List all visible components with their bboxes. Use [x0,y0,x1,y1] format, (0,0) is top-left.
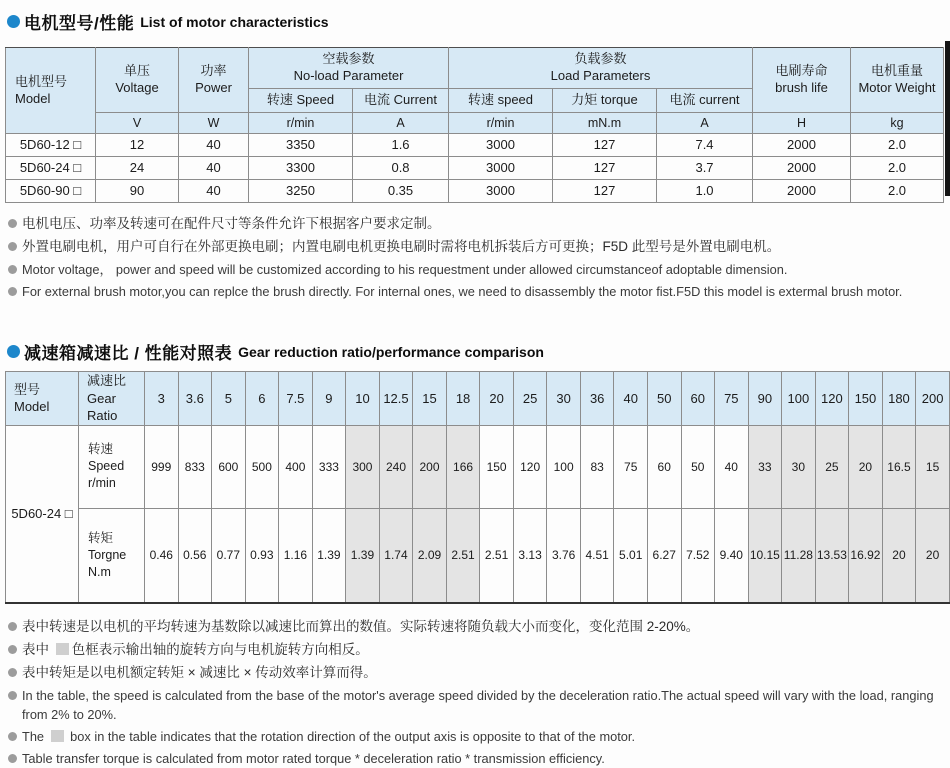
gear-ratio-table [5,371,950,604]
speed-cell: 40 [715,425,749,508]
header-voltage: 单压 Voltage [96,48,179,113]
section1-title-zh: 电机型号/性能 [24,14,135,33]
speed-cell: 150 [480,425,514,508]
speed-cell: 75 [614,425,648,508]
ratio-header-cell: 75 [715,372,749,426]
speed-cell: 100 [547,425,581,508]
speed-cell: 600 [212,425,246,508]
note-text: The box in the table indicates that the rotation direction of the output axis is opposite to that of the motor. [22,728,636,744]
gear-ratio-title [7,339,950,364]
torque-cell: 10.15 [748,508,782,603]
ratio-header-cell: 200 [916,372,950,426]
note-bullet-icon [8,732,17,741]
speed-cell: 400 [279,425,313,508]
note-item [8,260,950,279]
value-cell: 3250 [249,180,353,203]
speed-cell: 20 [849,425,883,508]
torque-cell: 0.46 [145,508,179,603]
torque-cell: 7.52 [681,508,715,603]
note-text: Motor voltage， power and speed will be customized according to his requestment under allowed circumstanceof adoptable dimension. [22,262,788,277]
ratio-header-cell: 36 [580,372,614,426]
ratio-header-cell: 6 [245,372,279,426]
header-noload-speed: 转速 Speed [249,89,353,113]
speed-cell: 999 [145,425,179,508]
header-model2: 型号 Model [6,372,79,426]
note-text: 表中转矩是以电机额定转矩 × 减速比 × 传动效率计算而得。 [22,664,377,680]
motor-characteristics-table [5,47,944,203]
unit-load-torque: mN.m [553,113,657,134]
ratio-header-cell: 9 [312,372,346,426]
value-cell: 12 [96,134,179,157]
note-bullet-icon [8,691,17,700]
ratio-header-cell: 5 [212,372,246,426]
torque-cell: 0.77 [212,508,246,603]
value-cell: 3300 [249,157,353,180]
note-text: In the table, the speed is calculated from the base of the motor's average speed divided by the deceleration ratio.The actual speed will vary with the load, ranging from 2% to 20%. [22,687,934,722]
value-cell: 0.35 [353,180,449,203]
torque-cell: 16.92 [849,508,883,603]
speed-cell: 83 [580,425,614,508]
note-bullet-icon [8,265,17,274]
page-edge-strip [945,41,950,196]
motor-characteristics-title [7,0,950,34]
speed-cell: 60 [647,425,681,508]
torque-cell: 13.53 [815,508,849,603]
model-cell: 5D60-12 □ [6,134,96,157]
note-bullet-icon [8,668,17,677]
note-text: 电机电压、功率及转速可在配件尺寸等条件允许下根据客户要求定制。 [22,216,441,231]
speed-cell: 15 [916,425,950,508]
value-cell: 2000 [753,157,851,180]
note-item [8,663,950,683]
ratio-header-cell: 120 [815,372,849,426]
speed-cell: 200 [413,425,447,508]
torque-cell: 11.28 [782,508,816,603]
torque-cell: 1.74 [379,508,413,603]
header-power: 功率 Power [179,48,249,113]
speed-cell: 500 [245,425,279,508]
torque-cell: 1.16 [279,508,313,603]
note-bullet-icon [8,287,17,296]
note-item [8,640,950,660]
value-cell: 127 [553,134,657,157]
value-cell: 2000 [753,180,851,203]
section1-title-en: List of motor characteristics [140,13,329,30]
value-cell: 24 [96,157,179,180]
header-load-current: 电流 current [657,89,753,113]
note-bullet-icon [8,622,17,631]
value-cell: 90 [96,180,179,203]
header-gear-ratio: 减速比 Gear Ratio [79,372,145,426]
torque-cell: 2.51 [446,508,480,603]
header-motor-weight: 电机重量 Motor Weight [851,48,944,113]
value-cell: 0.8 [353,157,449,180]
header-noload-group: 空载参数 No-load Parameter [249,48,449,89]
value-cell: 1.6 [353,134,449,157]
value-cell: 7.4 [657,134,753,157]
speed-row-label: 转速 Speed r/min [79,425,145,508]
note-item [8,727,950,746]
ratio-header-cell: 60 [681,372,715,426]
torque-cell: 20 [916,508,950,603]
value-cell: 3000 [449,180,553,203]
gray-box-icon [51,730,64,742]
note-text: 表中转速是以电机的平均转速为基数除以减速比而算出的数值。实际转速将随负载大小而变化，变化范围 2-20%。 [22,618,700,634]
motor-table-row [6,134,944,157]
unit-motor-weight: kg [851,113,944,134]
note-bullet-icon [8,645,17,654]
torque-cell: 2.09 [413,508,447,603]
note-item [8,617,950,637]
ratio-header-cell: 90 [748,372,782,426]
value-cell: 1.0 [657,180,753,203]
ratio-header-cell: 18 [446,372,480,426]
value-cell: 3350 [249,134,353,157]
unit-load-speed: r/min [449,113,553,134]
motor-table-row [6,180,944,203]
torque-cell: 20 [882,508,916,603]
header-load-group: 负载参数 Load Parameters [449,48,753,89]
header-model-zh: 电机型号 [15,73,68,89]
motor-notes-list [8,214,950,301]
value-cell: 3000 [449,134,553,157]
gray-box-icon [56,643,69,655]
header-noload-current: 电流 Current [353,89,449,113]
ratio-header-cell: 40 [614,372,648,426]
value-cell: 40 [179,157,249,180]
torque-cell: 9.40 [715,508,749,603]
note-item [8,237,950,257]
unit-load-current: A [657,113,753,134]
ratio-header-cell: 150 [849,372,883,426]
unit-noload-current: A [353,113,449,134]
speed-cell: 33 [748,425,782,508]
note-bullet-icon [8,242,17,251]
ratio-header-cell: 25 [513,372,547,426]
torque-cell: 4.51 [580,508,614,603]
note-text: For external brush motor,you can replce the brush directly. For internal ones, we need to disassembly the motor fist.F5D this model is extermal brush motor. [22,284,903,299]
value-cell: 40 [179,134,249,157]
torque-cell: 1.39 [312,508,346,603]
ratio-header-cell: 20 [480,372,514,426]
header-model [6,48,96,134]
ratio-header-cell: 3.6 [178,372,212,426]
ratio-header-cell: 7.5 [279,372,313,426]
ratio-header-cell: 3 [145,372,179,426]
speed-cell: 30 [782,425,816,508]
note-item [8,214,950,234]
header-load-speed: 转速 speed [449,89,553,113]
note-text: 表中 色框表示输出轴的旋转方向与电机旋转方向相反。 [22,641,369,657]
header-model-en: Model [15,90,51,106]
torque-cell: 0.93 [245,508,279,603]
value-cell: 3.7 [657,157,753,180]
value-cell: 127 [553,157,657,180]
unit-noload-speed: r/min [249,113,353,134]
value-cell: 2.0 [851,134,944,157]
torque-cell: 1.39 [346,508,380,603]
torque-cell: 3.76 [547,508,581,603]
speed-cell: 300 [346,425,380,508]
torque-row-label: 转矩 Torgne N.m [79,508,145,603]
note-bullet-icon [8,219,17,228]
header-load-torque: 力矩 torque [553,89,657,113]
ratio-header-cell: 12.5 [379,372,413,426]
unit-power: W [179,113,249,134]
note-item [8,686,950,724]
ratio-header-cell: 30 [547,372,581,426]
unit-brush-life: H [753,113,851,134]
speed-cell: 16.5 [882,425,916,508]
value-cell: 127 [553,180,657,203]
section-bullet-icon [7,15,20,28]
speed-cell: 25 [815,425,849,508]
ratio-header-cell: 10 [346,372,380,426]
value-cell: 3000 [449,157,553,180]
header-brush-life: 电刷寿命 brush life [753,48,851,113]
gear-notes-list [8,617,950,768]
speed-cell: 50 [681,425,715,508]
unit-voltage: V [96,113,179,134]
section-bullet-icon [7,345,20,358]
note-text: 外置电刷电机，用户可自行在外部更换电刷；内置电刷电机更换电刷时需将电机拆装后方可更换；F5D 此型号是外置电刷电机。 [22,239,781,254]
torque-cell: 0.56 [178,508,212,603]
speed-cell: 833 [178,425,212,508]
value-cell: 2000 [753,134,851,157]
model-cell: 5D60-24 □ [6,157,96,180]
note-text: Table transfer torque is calculated from motor rated torque * deceleration ratio * transmission efficiency. [22,750,605,766]
torque-cell: 5.01 [614,508,648,603]
torque-cell: 2.51 [480,508,514,603]
torque-cell: 6.27 [647,508,681,603]
motor-table-row [6,157,944,180]
note-bullet-icon [8,754,17,763]
speed-cell: 166 [446,425,480,508]
ratio-header-cell: 100 [782,372,816,426]
speed-cell: 333 [312,425,346,508]
ratio-header-cell: 50 [647,372,681,426]
ratio-header-cell: 15 [413,372,447,426]
torque-cell: 3.13 [513,508,547,603]
model-cell: 5D60-90 □ [6,180,96,203]
value-cell: 2.0 [851,157,944,180]
speed-cell: 240 [379,425,413,508]
ratio-header-cell: 180 [882,372,916,426]
value-cell: 2.0 [851,180,944,203]
note-item [8,282,950,301]
speed-cell: 120 [513,425,547,508]
model-value-cell: 5D60-24 □ [6,425,79,603]
section2-title-en: Gear reduction ratio/performance comparison [238,343,544,360]
note-item [8,749,950,768]
value-cell: 40 [179,180,249,203]
section2-title-zh: 减速箱减速比 / 性能对照表 [24,344,233,363]
